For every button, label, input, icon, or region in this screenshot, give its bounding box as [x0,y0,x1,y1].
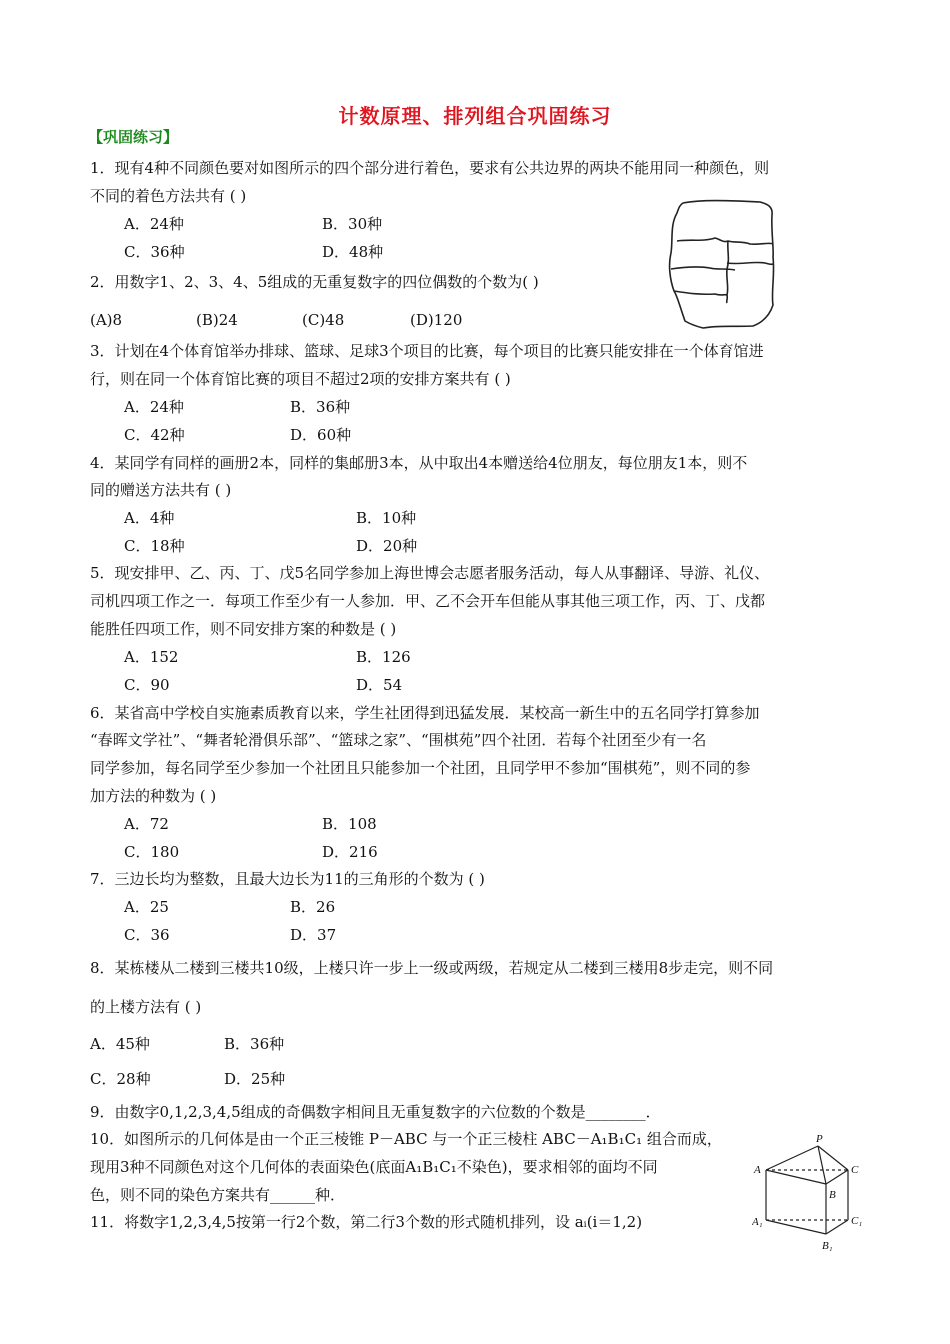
edge-ab [766,1170,826,1184]
question-8-option-b: B．36种 [224,1035,285,1053]
label-b1: B₁ [822,1240,833,1252]
question-11-text-line-1: 11．将数字1,2,3,4,5按第一行2个数，第二行3个数的形式随机排列，设 aᵢ(i＝1,2) [90,1213,643,1231]
question-5-option-c: C．90 [124,676,170,694]
question-10-text-line-2: 现用3种不同颜色对这个几何体的表面染色(底面A₁B₁C₁不染色)，要求相邻的面均不同 [90,1158,658,1176]
question-3-option-c: C．42种 [124,426,185,444]
question-6-option-c: C．180 [124,843,180,861]
question-1-option-a: A．24种 [124,215,184,233]
map-inner-line-top [677,238,773,244]
label-a1: A₁ [752,1216,763,1228]
question-6-text-line-4: 加方法的种数为 ( ) [90,787,217,805]
question-6-text-line-1: 6．某省高中学校自实施素质教育以来，学生社团得到迅猛发展．某校高一新生中的五名同学打算参加 [90,704,760,722]
label-c: C [851,1164,859,1176]
question-2-text-line-1: 2．用数字1、2、3、4、5组成的无重复数字的四位偶数的个数为( ) [90,273,539,291]
label-a: A [754,1164,761,1176]
question-5-text-line-2: 司机四项工作之一．每项工作至少有一人参加．甲、乙不会开车但能从事其他三项工作，丙、丁、戊都 [90,592,766,610]
question-9-text-line-1: 9．由数字0,1,2,3,4,5组成的奇偶数字相间且无重复数字的六位数的个数是________． [90,1103,661,1121]
question-7-text-line-1: 7．三边长均为整数，且最大边长为11的三角形的个数为 ( ) [90,870,485,888]
question-7-option-d: D．37 [290,926,337,944]
map-inner-line-mid [727,241,729,303]
label-b: B [829,1189,836,1201]
question-1-option-d: D．48种 [322,243,384,261]
page-title: 计数原理、排列组合巩固练习 [338,104,612,128]
question-2-option-c: (C)48 [302,311,345,329]
question-3-option-b: B．36种 [290,398,351,416]
question-1-text-line-1: 1．现有4种不同颜色要对如图所示的四个部分进行着色，要求有公共边界的两块不能用同一种颜色，则 [90,159,770,177]
edge-b1c1 [826,1220,848,1234]
question-8-option-d: D．25种 [224,1070,286,1088]
question-4-option-b: B．10种 [356,509,417,527]
section-heading: 【巩固练习】 [88,128,179,146]
question-5-option-a: A．152 [124,648,179,666]
edge-a1b1 [766,1220,826,1234]
question-4-option-c: C．18种 [124,537,185,555]
map-outline [670,201,774,328]
four-region-map-figure [665,195,785,335]
question-6-option-a: A．72 [124,815,169,833]
question-5-text-line-1: 5．现安排甲、乙、丙、丁、戊5名同学参加上海世博会志愿者服务活动，每人从事翻译、导游、礼仪、 [90,564,770,582]
map-inner-line-bottom [671,267,735,270]
question-4-text-line-2: 同的赠送方法共有 ( ) [90,481,232,499]
label-c1: C₁ [851,1215,863,1227]
question-6-text-line-3: 同学参加，每名同学至少参加一个社团且只能参加一个社团，且同学甲不参加“围棋苑”，则不同的参 [90,759,751,777]
question-8-text-line-2: 的上楼方法有 ( ) [90,998,202,1016]
question-10-text-line-1: 10．如图所示的几何体是由一个正三棱锥 P－ABC 与一个正三棱柱 ABC－A₁B₁C₁ 组合而成， [90,1130,722,1148]
question-8-text-line-1: 8．某栋楼从二楼到三楼共10级，上楼只许一步上一级或两级，若规定从二楼到三楼用8步走完，则不同 [90,959,774,977]
question-5-option-d: D．54 [356,676,403,694]
question-3-option-a: A．24种 [124,398,184,416]
question-3-option-d: D．60种 [290,426,352,444]
question-7-option-a: A．25 [124,898,169,916]
edge-bc [826,1170,848,1184]
question-1-option-b: B．30种 [322,215,383,233]
question-8-option-c: C．28种 [90,1070,151,1088]
question-6-option-d: D．216 [322,843,378,861]
question-1-text-line-2: 不同的着色方法共有 ( ) [90,187,247,205]
question-2-option-b: (B)24 [196,311,238,329]
question-3-text-line-2: 行，则在同一个体育馆比赛的项目不超过2项的安排方案共有 ( ) [90,370,511,388]
question-8-option-a: A．45种 [90,1035,150,1053]
edge-pa [766,1146,818,1170]
question-4-option-d: D．20种 [356,537,418,555]
question-7-option-c: C．36 [124,926,170,944]
question-2-option-d: (D)120 [410,311,463,329]
question-4-option-a: A．4种 [124,509,175,527]
question-2-option-a: (A)8 [90,311,123,329]
question-6-option-b: B．108 [322,815,377,833]
question-5-text-line-3: 能胜任四项工作，则不同安排方案的种数是 ( ) [90,620,397,638]
question-10-text-line-3: 色，则不同的染色方案共有______种． [90,1186,346,1204]
label-p: P [816,1133,823,1145]
question-4-text-line-1: 4．某同学有同样的画册2本，同样的集邮册3本，从中取出4本赠送给4位朋友，每位朋友1本，则不 [90,454,748,472]
pyramid-prism-figure [752,1132,870,1254]
question-5-option-b: B．126 [356,648,411,666]
question-6-text-line-2: “春晖文学社”、“舞者轮滑俱乐部”、“篮球之家”、“围棋苑”四个社团．若每个社团至少有一名 [90,731,707,749]
question-1-option-c: C．36种 [124,243,185,261]
map-inner-line-right [727,262,773,264]
map-inner-line-lower [674,291,727,295]
question-3-text-line-1: 3．计划在4个体育馆举办排球、篮球、足球3个项目的比赛，每个项目的比赛只能安排在一个体育馆进 [90,342,764,360]
question-7-option-b: B．26 [290,898,336,916]
